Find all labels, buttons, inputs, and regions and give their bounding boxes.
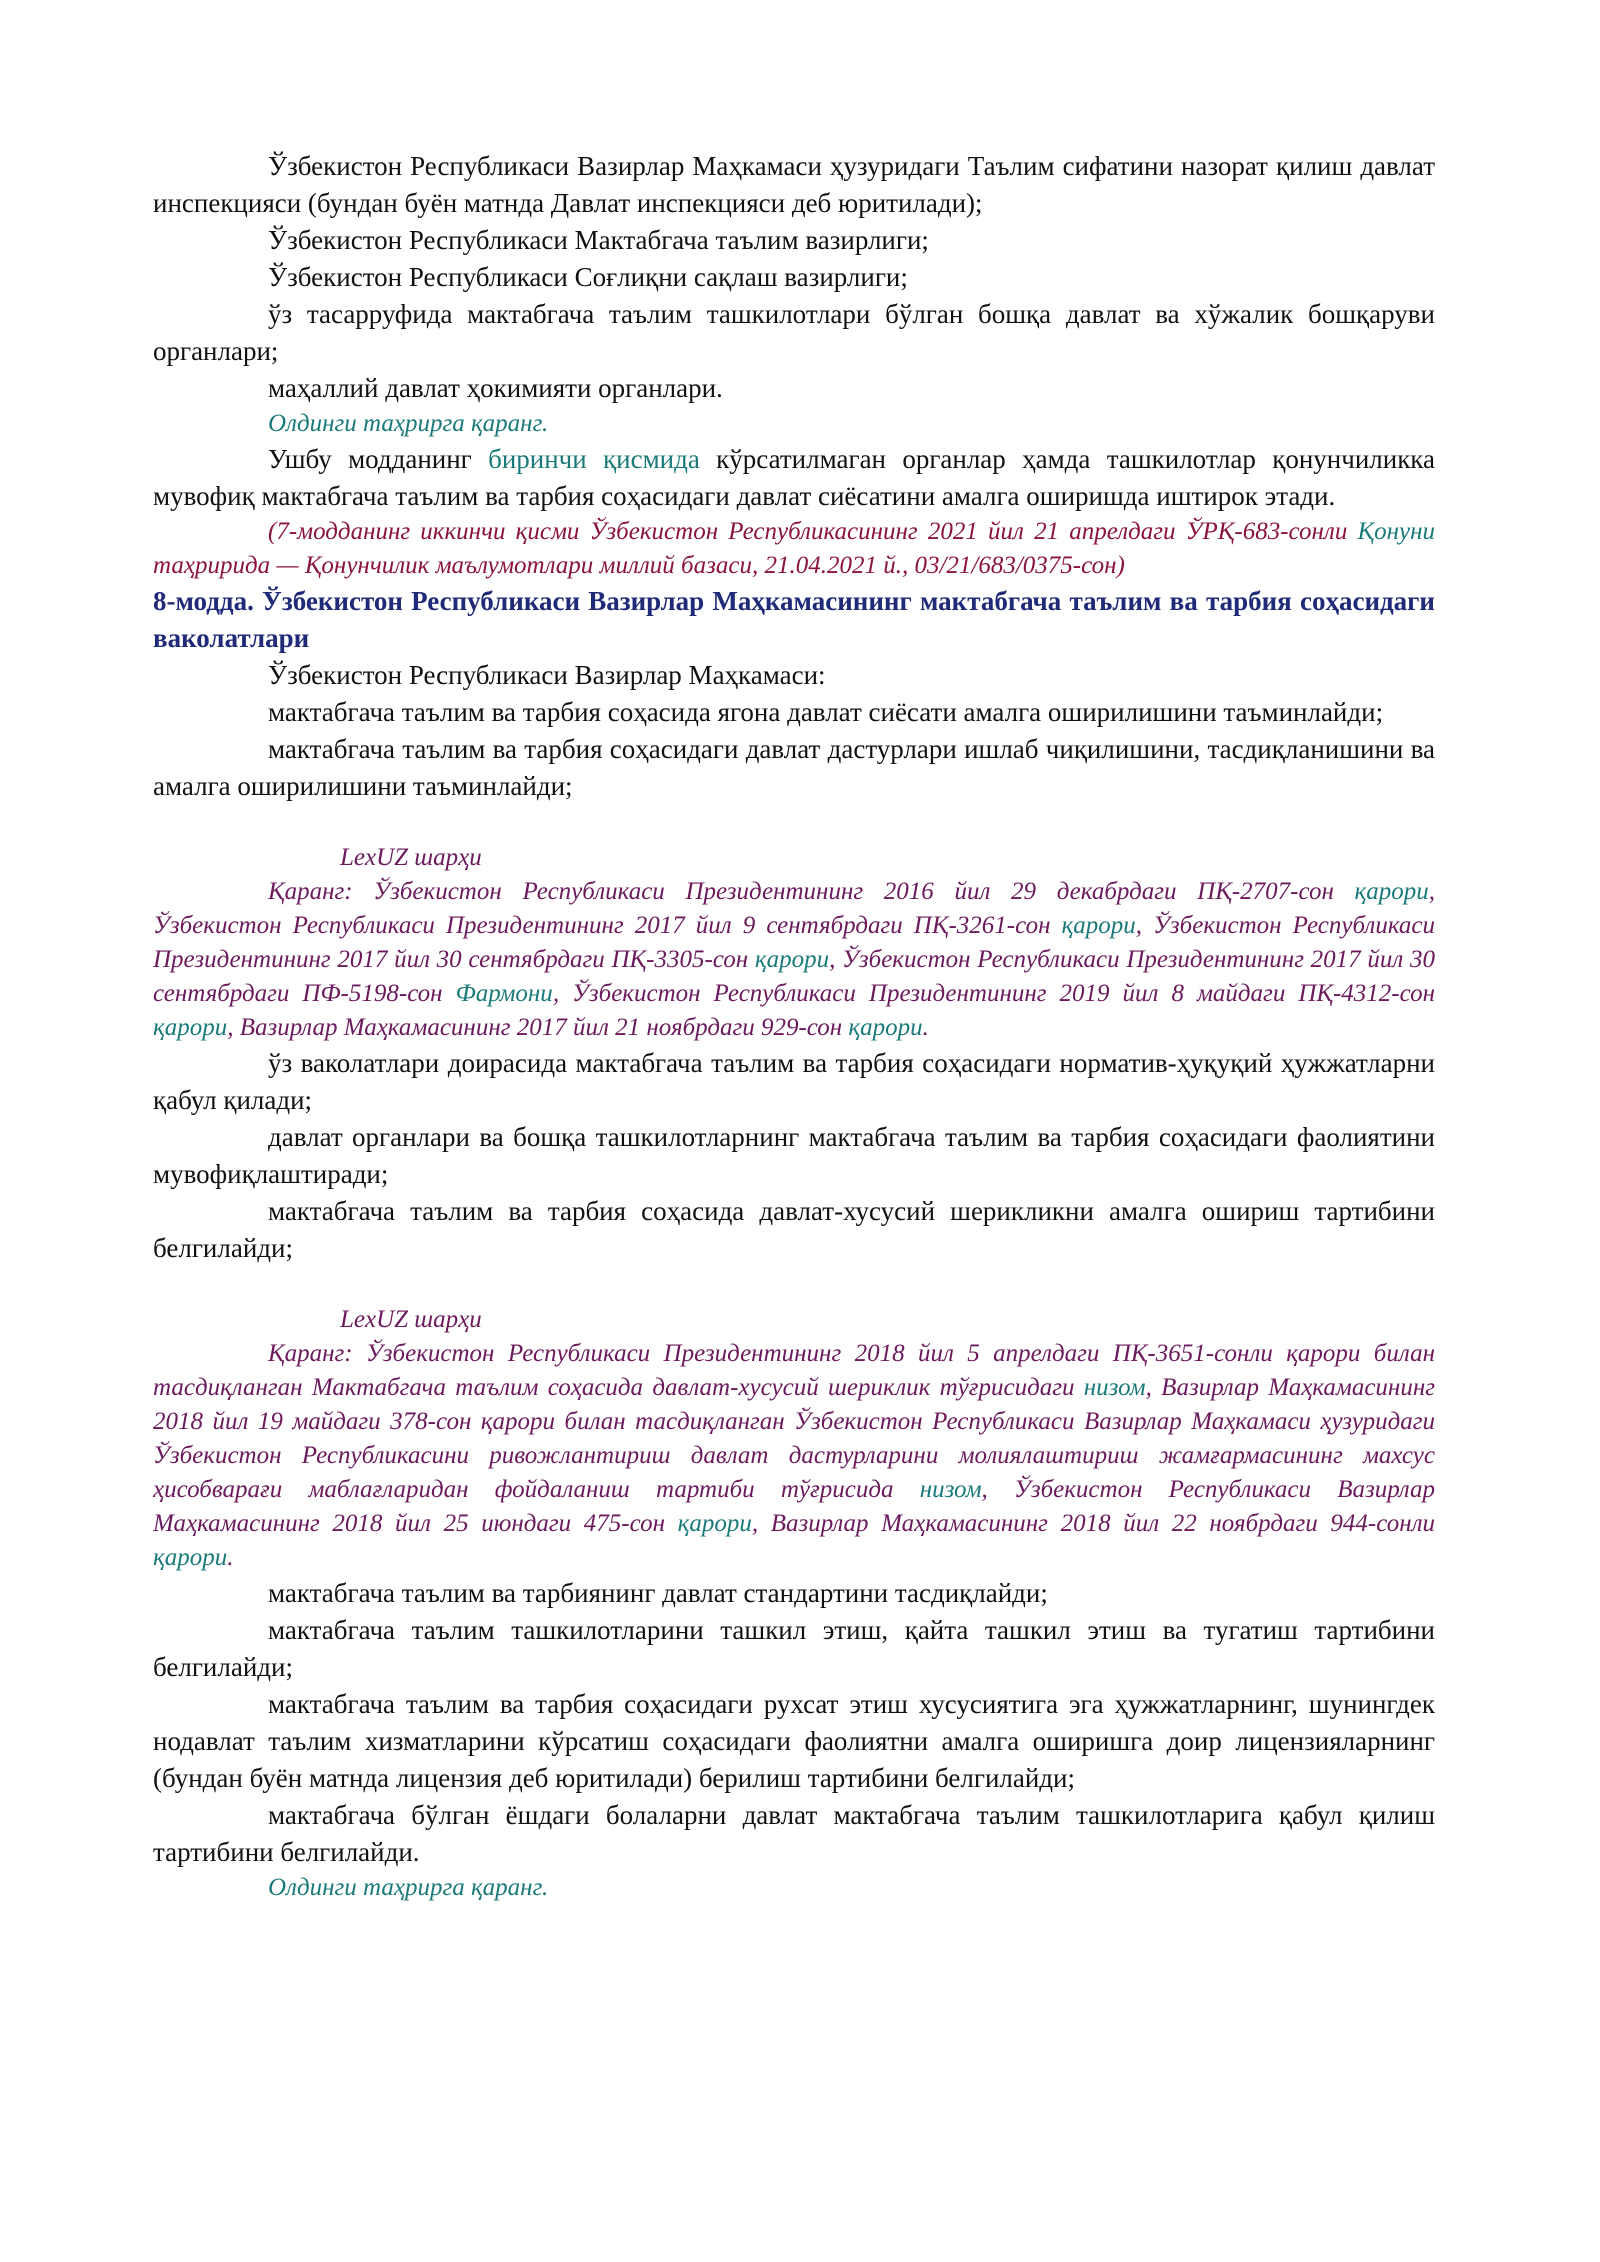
commentary-text: , Вазирлар Маҳкамасининг 2018 йил 22 ноябрдаги 944-сонли <box>751 1510 1435 1537</box>
decree-link[interactable]: қарори <box>677 1510 752 1537</box>
paragraph-cabinet: Ўзбекистон Республикаси Вазирлар Маҳкамаси: <box>268 660 826 690</box>
regulation-link[interactable]: низом <box>1083 1374 1146 1401</box>
paragraph-state-standard: мактабгача таълим ва тарбиянинг давлат стандартини тасдиқлайди; <box>268 1578 1048 1608</box>
commentary-text: . <box>227 1544 234 1571</box>
law-link[interactable]: Қонуни <box>1357 518 1435 545</box>
paragraph-participation-end: кўрсатилмаган органлар ҳамда ташкилотлар қонунчиликка мувофиқ мактабгача таълим ва тарбия соҳасидаги давлат сиёсатини амалга оширишда иштирок этади. <box>153 444 1436 511</box>
commentary-text: , Ўзбекистон Республикаси Президентининг 2017 йил 9 сентябрдаги ПҚ-3261-сон <box>153 878 1435 939</box>
commentary-text: Қаранг: Ўзбекистон Республикаси Президентининг 2018 йил 5 апрелдаги ПҚ-3651-сонли қарори билан тасдиқланган Мактабгача таълим соҳасида давлат-хусусий шериклик тўғрисидаги <box>153 1340 1435 1401</box>
article-8-heading: 8-модда. Ўзбекистон Республикаси Вазирлар Маҳкамасининг мактабгача таълим ва тарбия соҳасидаги ваколатлари <box>153 586 1435 653</box>
lexuz-commentary-label: LexUZ шарҳи <box>340 1306 482 1333</box>
paragraph-licensing: мактабгача таълим ва тарбия соҳасидаги рухсат этиш хусусиятига эга ҳужжатларнинг, шунингдек нодавлат таълим хизматларини кўрсатиш соҳасидаги фаолиятни амалга оширишга доир лицензияларнинг (бундан буён матнда лицензия деб юритилади) берилиш тартибини белгилайди; <box>153 1689 1435 1793</box>
paragraph-local-authorities: маҳаллий давлат ҳокимияти органлари. <box>268 373 723 403</box>
edict-link[interactable]: Фармони <box>455 980 553 1007</box>
commentary-text: , Вазирлар Маҳкамасининг 2018 йил 19 майдаги 378-сон қарори билан тасдиқланган Ўзбекистон Республикаси Вазирлар Маҳкамаси ҳузуридаги Ўзбекистон Республикасини ривожлантириш давлат дастурларини молиялаштириш жамғармасининг махсус ҳисобварағи маблағларидан фойдаланиш тартиби тўғрисида <box>153 1374 1435 1503</box>
paragraph-admission: мактабгача бўлган ёшдаги болаларни давлат мактабгача таълим ташкилотларига қабул қилиш тартибини белгилайди. <box>153 1800 1435 1867</box>
commentary-references-1 <box>153 875 1435 1045</box>
previous-edition-link[interactable] <box>153 1871 1435 1905</box>
previous-edition-link-text[interactable]: Олдинги таҳрирга қаранг. <box>268 410 549 437</box>
paragraph-establishment: мактабгача таълим ташкилотларини ташкил этиш, қайта ташкил этиш ва тугатиш тартибини белгилайди; <box>153 1615 1435 1682</box>
previous-edition-link[interactable] <box>153 407 1435 441</box>
paragraph-inspection: Ўзбекистон Республикаси Вазирлар Маҳкамаси ҳузуридаги Таълим сифатини назорат қилиш давлат инспекцияси (бундан буён матнда Давлат инспекцияси деб юритилади); <box>153 151 1435 218</box>
amendment-note <box>153 515 1435 583</box>
commentary-text: , Ўзбекистон Республикаси Президентининг 2017 йил 30 сентябрдаги ПҚ-3305-сон <box>153 912 1435 973</box>
decree-link[interactable]: қарори <box>153 1014 228 1041</box>
decree-link[interactable]: қарори <box>153 1544 228 1571</box>
paragraph-other-bodies: ўз тасарруфида мактабгача таълим ташкилотлари бўлган бошқа давлат ва хўжалик бошқаруви органлари; <box>153 299 1435 366</box>
commentary-text: Қаранг: Ўзбекистон Республикаси Президентининг 2016 йил 29 декабрдаги ПҚ-2707-сон <box>268 878 1355 905</box>
commentary-text: , Ўзбекистон Республикаси Президентининг 2017 йил 30 сентябрдаги ПФ-5198-сон <box>153 946 1436 1007</box>
decree-link[interactable]: қарори <box>1061 912 1136 939</box>
amendment-note-start: (7-модданинг иккинчи қисми Ўзбекистон Республикасининг 2021 йил 21 апрелдаги ЎРҚ-683-сонли <box>268 518 1358 545</box>
amendment-note-end: таҳририда — Қонунчилик маълумотлари миллий базаси, 21.04.2021 й., 03/21/683/0375-сон) <box>153 552 1125 579</box>
decree-link[interactable]: қарори <box>754 946 830 973</box>
paragraph-coordination: давлат органлари ва бошқа ташкилотларнинг мактабгача таълим ва тарбия соҳасидаги фаолиятини мувофиқлаштиради; <box>153 1122 1435 1189</box>
regulation-link[interactable]: низом <box>919 1476 982 1503</box>
paragraph-ppp: мактабгача таълим ва тарбия соҳасида давлат-хусусий шерикликни амалга ошириш тартибини белгилайди; <box>153 1196 1435 1263</box>
first-part-link[interactable]: биринчи қисмида <box>488 444 700 474</box>
paragraph-health-ministry: Ўзбекистон Республикаси Соғлиқни сақлаш вазирлиги; <box>268 262 908 292</box>
paragraph-state-programs: мактабгача таълим ва тарбия соҳасидаги давлат дастурлари ишлаб чиқилишини, тасдиқланишини ва амалга оширилишини таъминлайди; <box>153 734 1435 801</box>
paragraph-participation-start: Ушбу модданинг <box>268 444 489 474</box>
spacer <box>153 805 1435 841</box>
previous-edition-link-text[interactable]: Олдинги таҳрирга қаранг. <box>268 1874 549 1901</box>
lexuz-commentary-label: LexUZ шарҳи <box>340 844 482 871</box>
commentary-references-2 <box>153 1337 1435 1575</box>
paragraph-participation <box>153 441 1435 515</box>
paragraph-normative-acts: ўз ваколатлари доирасида мактабгача таълим ва тарбия соҳасидаги норматив-ҳуқуқий ҳужжатларни қабул қилади; <box>153 1048 1435 1115</box>
commentary-text: , Вазирлар Маҳкамасининг 2017 йил 21 ноябрдаги 929-сон <box>227 1014 849 1041</box>
spacer <box>153 1267 1435 1303</box>
decree-link[interactable]: қарори <box>848 1014 923 1041</box>
commentary-text: . <box>922 1014 929 1041</box>
commentary-text: , Ўзбекистон Республикаси Вазирлар Маҳкамасининг 2018 йил 25 июндаги 475-сон <box>153 1476 1435 1537</box>
paragraph-unified-policy: мактабгача таълим ва тарбия соҳасида ягона давлат сиёсати амалга оширилишини таъминлайди; <box>268 697 1384 727</box>
commentary-text: , Ўзбекистон Республикаси Президентининг 2019 йил 8 майдаги ПҚ-4312-сон <box>552 980 1435 1007</box>
paragraph-preschool-ministry: Ўзбекистон Республикаси Мактабгача таълим вазирлиги; <box>268 225 929 255</box>
decree-link[interactable]: қарори <box>1354 878 1429 905</box>
